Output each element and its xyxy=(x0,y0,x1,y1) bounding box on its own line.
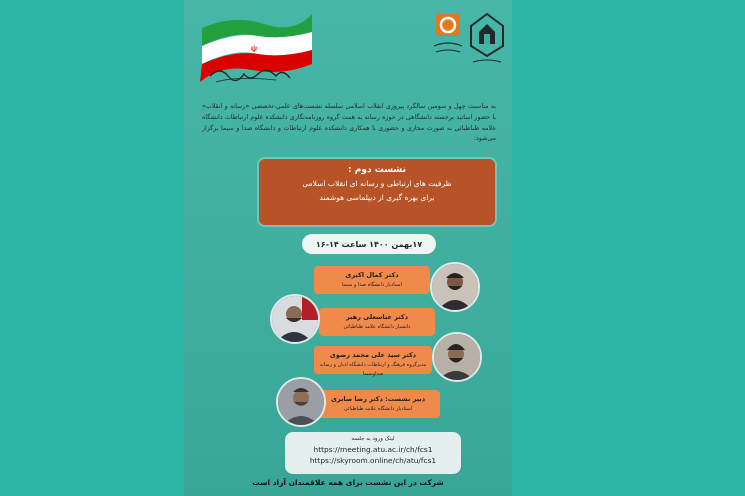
event-poster xyxy=(184,0,512,496)
speaker-2-name: دکتر عباسعلی رهبر xyxy=(345,313,409,321)
meeting-link-1[interactable]: https://meeting.atu.ac.ir/ch/fcs1 xyxy=(313,445,433,454)
meeting-link-2[interactable]: https://skyroom.online/ch/atu/fcs1 xyxy=(309,456,437,465)
speaker-1-name: دکتر کمال اکبری xyxy=(345,271,399,279)
svg-text:☫: ☫ xyxy=(249,45,259,55)
speaker-card-2 xyxy=(319,308,435,336)
speaker-2-role: دانشیار دانشگاه علامه طباطبائی xyxy=(343,324,411,330)
speaker-card-1 xyxy=(314,266,430,294)
date-time-badge xyxy=(302,234,436,254)
speaker-1-role: استادیار دانشگاه صدا و سیما xyxy=(342,282,402,288)
calligraphy-signature xyxy=(206,62,296,86)
footer-note: شرکت در این نشست برای همه علاقمندان آزاد است xyxy=(252,478,444,487)
person-photo-icon xyxy=(432,264,478,310)
speaker-4-photo xyxy=(276,377,326,427)
date-time-text: ۱۷بهمن ۱۴۰۰ ساعت ۱۴-۱۶ xyxy=(315,239,423,249)
speaker-2-photo xyxy=(270,294,320,344)
speaker-1-photo xyxy=(430,262,480,312)
speaker-card-4 xyxy=(316,390,440,418)
session-title-line-2: برای بهره گیری از دیپلماسی هوشمند xyxy=(319,193,435,202)
meeting-link-heading: لینک ورود به جلسه xyxy=(351,436,395,442)
speaker-3-role: مدیرگروه فرهنگ و ارتباطات دانشگاه ادیان و رسانه صداوسیما xyxy=(319,362,427,377)
person-photo-icon xyxy=(434,334,480,380)
atu-university-logo xyxy=(467,12,507,68)
person-photo-icon xyxy=(278,379,324,425)
speaker-4-name: دبیر نشست: دکتر رضا صابری xyxy=(330,395,426,403)
person-photo-icon xyxy=(272,296,318,342)
session-title-box xyxy=(259,159,495,225)
speaker-card-3 xyxy=(314,346,432,377)
irib-university-logo xyxy=(430,12,466,62)
meeting-links-box xyxy=(285,432,461,474)
session-heading: نشست دوم : xyxy=(348,165,406,175)
speaker-3-name: دکتر سید علی محمد رضوی xyxy=(329,351,417,359)
speaker-4-role: استادیار دانشگاه علامه طباطبائی xyxy=(343,406,413,412)
speaker-3-photo xyxy=(432,332,482,382)
session-title-line-1: ظرفیت های ارتباطی و رسانه ای انقلاب اسلامی xyxy=(302,179,452,188)
intro-paragraph: به مناسبت چهل و سومین سالگرد پیروزی انقلاب اسلامی سلسله نشست‌های علمی-تخصصی «رسانه و انقلاب» با حضور اساتید برجسته دانشگاهی در حوزه رسانه به همت گروه روزنامه‌نگاری دانشکده علوم ارتباطات دانشگاه علامه طباطبائی به صورت مجازی و حضوری با همکاری دانشکده علوم ارتباطات و دانشگاه صدا و سیما برگزار می‌شود: xyxy=(202,103,496,143)
